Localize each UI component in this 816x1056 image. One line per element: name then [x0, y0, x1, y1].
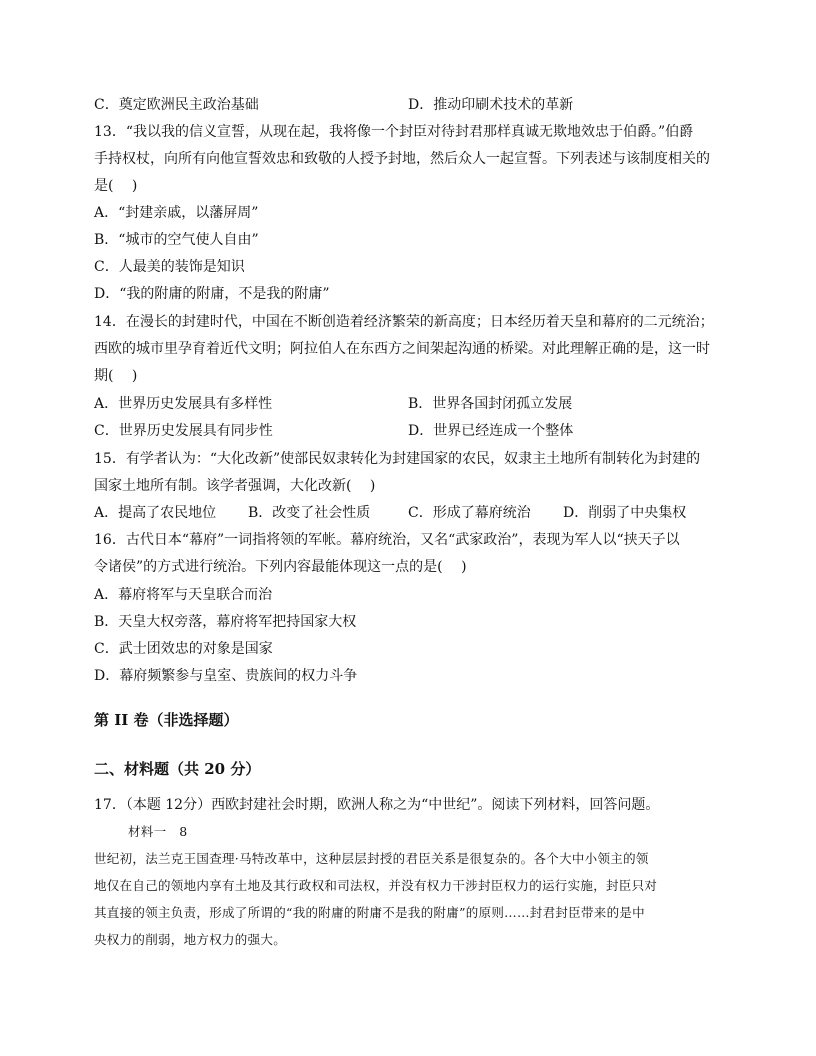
- q17-material-line-1: 世纪初，法兰克王国查理·马特改革中，这种层层封授的君臣关系是很复杂的。各个大中小领主的领: [94, 851, 649, 866]
- q13-stem-line-3: 是( ): [94, 178, 138, 194]
- q17-stem: 17．（本题 12分）西欧封建社会时期，欧洲人称之为“中世纪”。阅读下列材料，回答问题。: [94, 797, 660, 813]
- q13-stem-line-2: 手持权杖，向所有向他宣誓效忠和致敬的人授予封地，然后众人一起宣誓。下列表述与该制度相关的: [94, 151, 710, 167]
- q16-option-c: C．武士团效忠的对象是国家: [94, 641, 273, 657]
- q17-material-label: 材料一 8: [128, 824, 188, 839]
- q13-option-d: D．“我的附庸的附庸，不是我的附庸”: [94, 286, 330, 302]
- q14-option-b: B．世界各国封闭孤立发展: [408, 396, 573, 412]
- q15-option-b: B．改变了社会性质: [248, 505, 371, 521]
- q16-option-b: B．天皇大权旁落，幕府将军把持国家大权: [94, 614, 357, 630]
- q15-stem-line-1: 15．有学者认为：“大化改新”使部民奴隶转化为封建国家的农民，奴隶主土地所有制转化为封建的: [94, 451, 701, 467]
- q14-stem-line-3: 期( ): [94, 368, 138, 384]
- q13-option-a: A．“封建亲戚，以藩屏周”: [94, 205, 259, 221]
- section-two-heading: 二、材料题（共 20 分）: [94, 760, 261, 778]
- section-volume-heading: 第 II 卷（非选择题）: [94, 711, 239, 729]
- q14-option-c: C．世界历史发展具有同步性: [94, 423, 273, 439]
- q14-stem-line-1: 14．在漫长的封建时代，中国在不断创造着经济繁荣的新高度；日本经历着天皇和幕府的二元统治；: [94, 314, 714, 330]
- q17-material-line-3: 其直接的领主负责，形成了所谓的“我的附庸的附庸不是我的附庸”的原则……封君封臣带来的是中: [94, 905, 645, 920]
- q13-stem-line-1: 13．“我以我的信义宣誓，从现在起，我将像一个封臣对待封君那样真诚无欺地效忠于伯爵。”伯爵: [94, 124, 694, 140]
- q16-stem-line-2: 令诸侯”的方式进行统治。下列内容最能体现这一点的是( ): [94, 559, 467, 575]
- q15-option-d: D．削弱了中央集权: [563, 505, 687, 521]
- q13-option-c: C．人最美的装饰是知识: [94, 259, 245, 275]
- q17-material-line-2: 地仅在自己的领地内享有土地及其行政权和司法权，并没有权力干涉封臣权力的运行实施，封臣只对: [94, 878, 658, 893]
- q15-option-a: A．提高了农民地位: [94, 505, 217, 521]
- q14-stem-line-2: 西欧的城市里孕育着近代文明；阿拉伯人在东西方之间架起沟通的桥梁。对此理解正确的是，这一时: [94, 341, 710, 357]
- q17-material-line-4: 央权力的削弱，地方权力的强大。: [94, 932, 287, 947]
- q13-option-b: B．“城市的空气使人自由”: [94, 232, 259, 248]
- q12-option-c: C．奠定欧洲民主政治基础: [94, 97, 259, 113]
- q16-stem-line-1: 16．古代日本“幕府”一词指将领的军帐。幕府统治，又名“武家政治”，表现为军人以“挟天子以: [94, 532, 680, 548]
- q15-stem-line-2: 国家土地所有制。该学者强调，大化改新( ): [94, 478, 376, 494]
- q14-option-a: A．世界历史发展具有多样性: [94, 396, 273, 412]
- q16-option-d: D．幕府频繁参与皇室、贵族间的权力斗争: [94, 668, 358, 684]
- q14-option-d: D．世界已经连成一个整体: [408, 423, 574, 439]
- q15-option-c: C．形成了幕府统治: [408, 505, 531, 521]
- q16-option-a: A．幕府将军与天皇联合而治: [94, 587, 273, 603]
- q12-option-d: D．推动印刷术技术的革新: [408, 97, 574, 113]
